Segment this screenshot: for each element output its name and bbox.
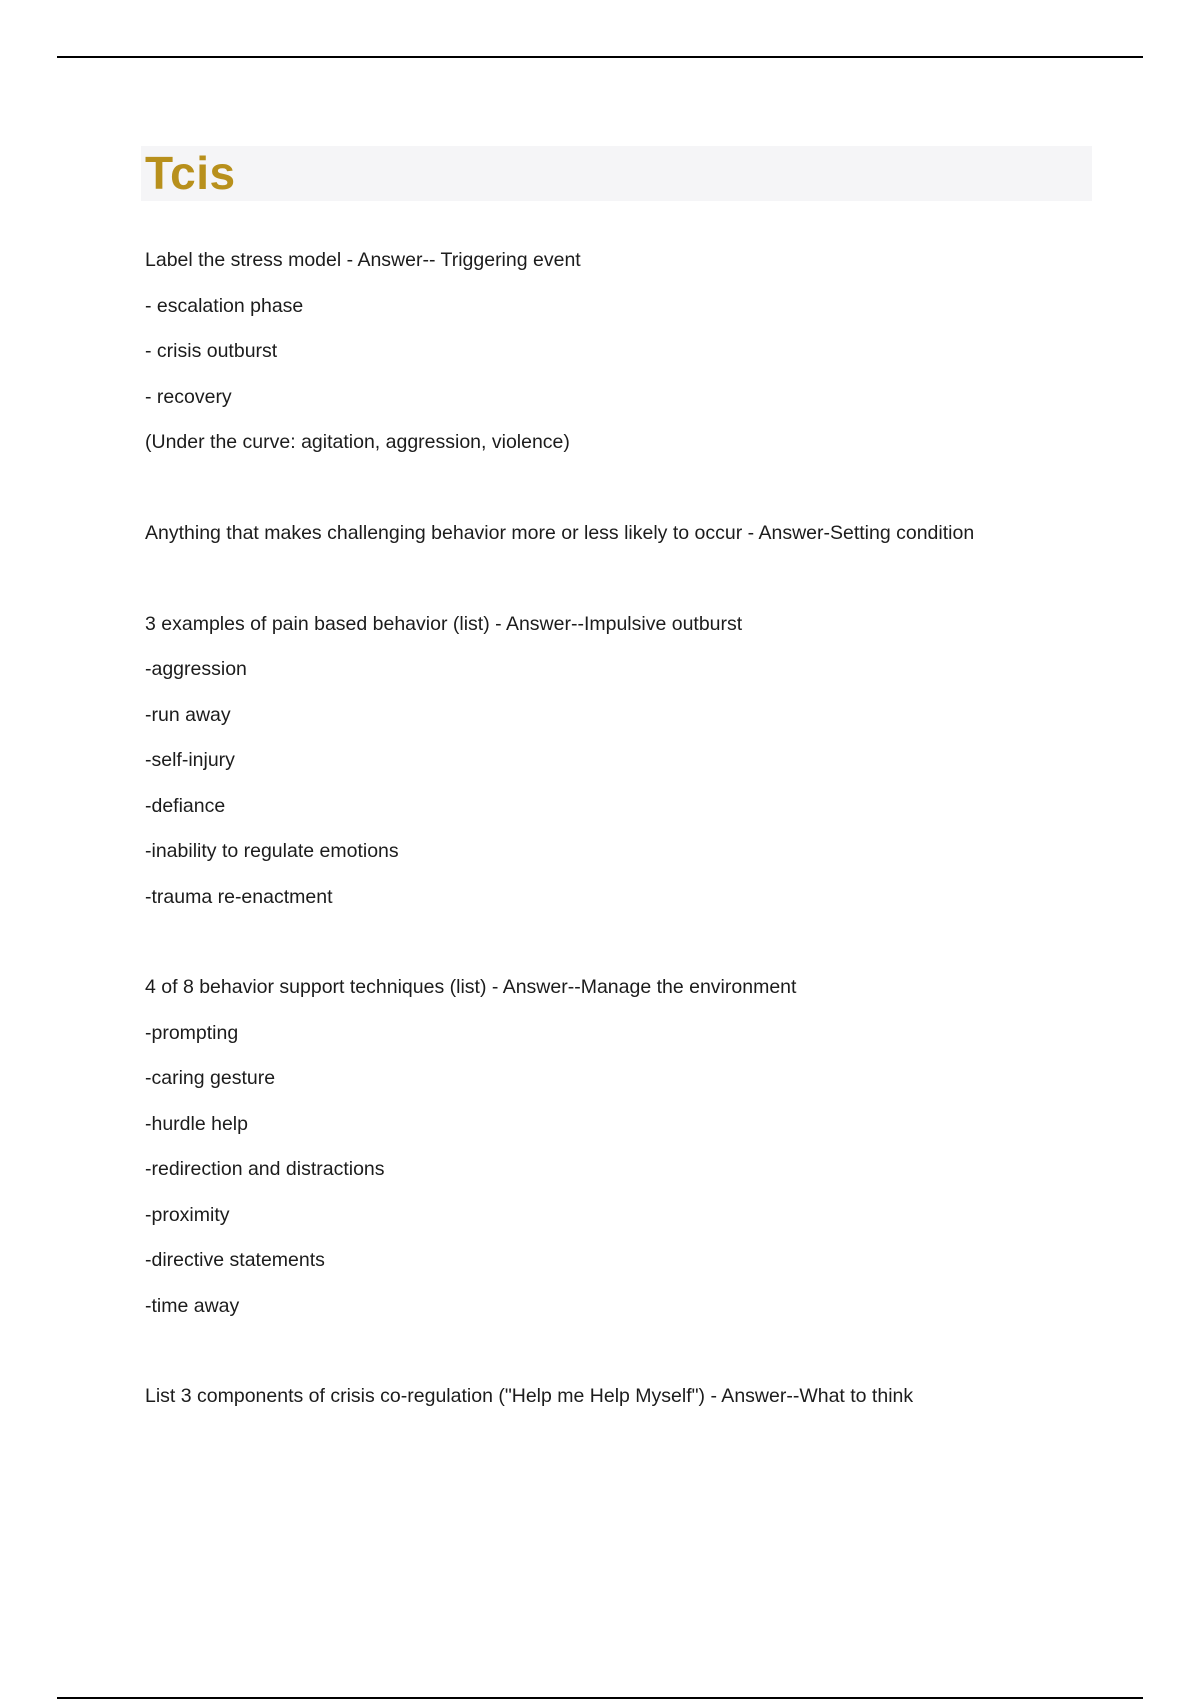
answer-item: - recovery <box>145 386 232 408</box>
answer-item: - escalation phase <box>145 295 304 317</box>
document-title: Tcis <box>145 147 236 199</box>
answer-item: -defiance <box>145 795 226 817</box>
header-rule <box>57 56 1143 58</box>
answer-item: -hurdle help <box>145 1113 248 1135</box>
question-setting-condition: Anything that makes challenging behavior more or less likely to occur - Answer-Setting condition <box>145 522 975 544</box>
answer-item: -caring gesture <box>145 1067 276 1089</box>
answer-item: -directive statements <box>145 1249 325 1271</box>
answer-item: -run away <box>145 704 231 726</box>
answer-item: -redirection and distractions <box>145 1158 385 1180</box>
footer-rule <box>57 1697 1143 1699</box>
question-crisis-co-regulation: List 3 components of crisis co-regulation ("Help me Help Myself") - Answer--What to think <box>145 1385 914 1407</box>
answer-item: -self-injury <box>145 749 235 771</box>
question-pain-based-behavior: 3 examples of pain based behavior (list) - Answer--Impulsive outburst <box>145 613 743 635</box>
answer-item: - crisis outburst <box>145 340 278 362</box>
answer-item: -trauma re-enactment <box>145 886 333 908</box>
question-support-techniques: 4 of 8 behavior support techniques (list) - Answer--Manage the environment <box>145 976 797 998</box>
answer-note: (Under the curve: agitation, aggression, violence) <box>145 431 570 453</box>
answer-item: -aggression <box>145 658 247 680</box>
question-stress-model: Label the stress model - Answer-- Triggering event <box>145 249 581 271</box>
answer-item: -inability to regulate emotions <box>145 840 399 862</box>
answer-item: -prompting <box>145 1022 239 1044</box>
title-band <box>141 146 1092 201</box>
answer-item: -time away <box>145 1295 240 1317</box>
answer-item: -proximity <box>145 1204 230 1226</box>
